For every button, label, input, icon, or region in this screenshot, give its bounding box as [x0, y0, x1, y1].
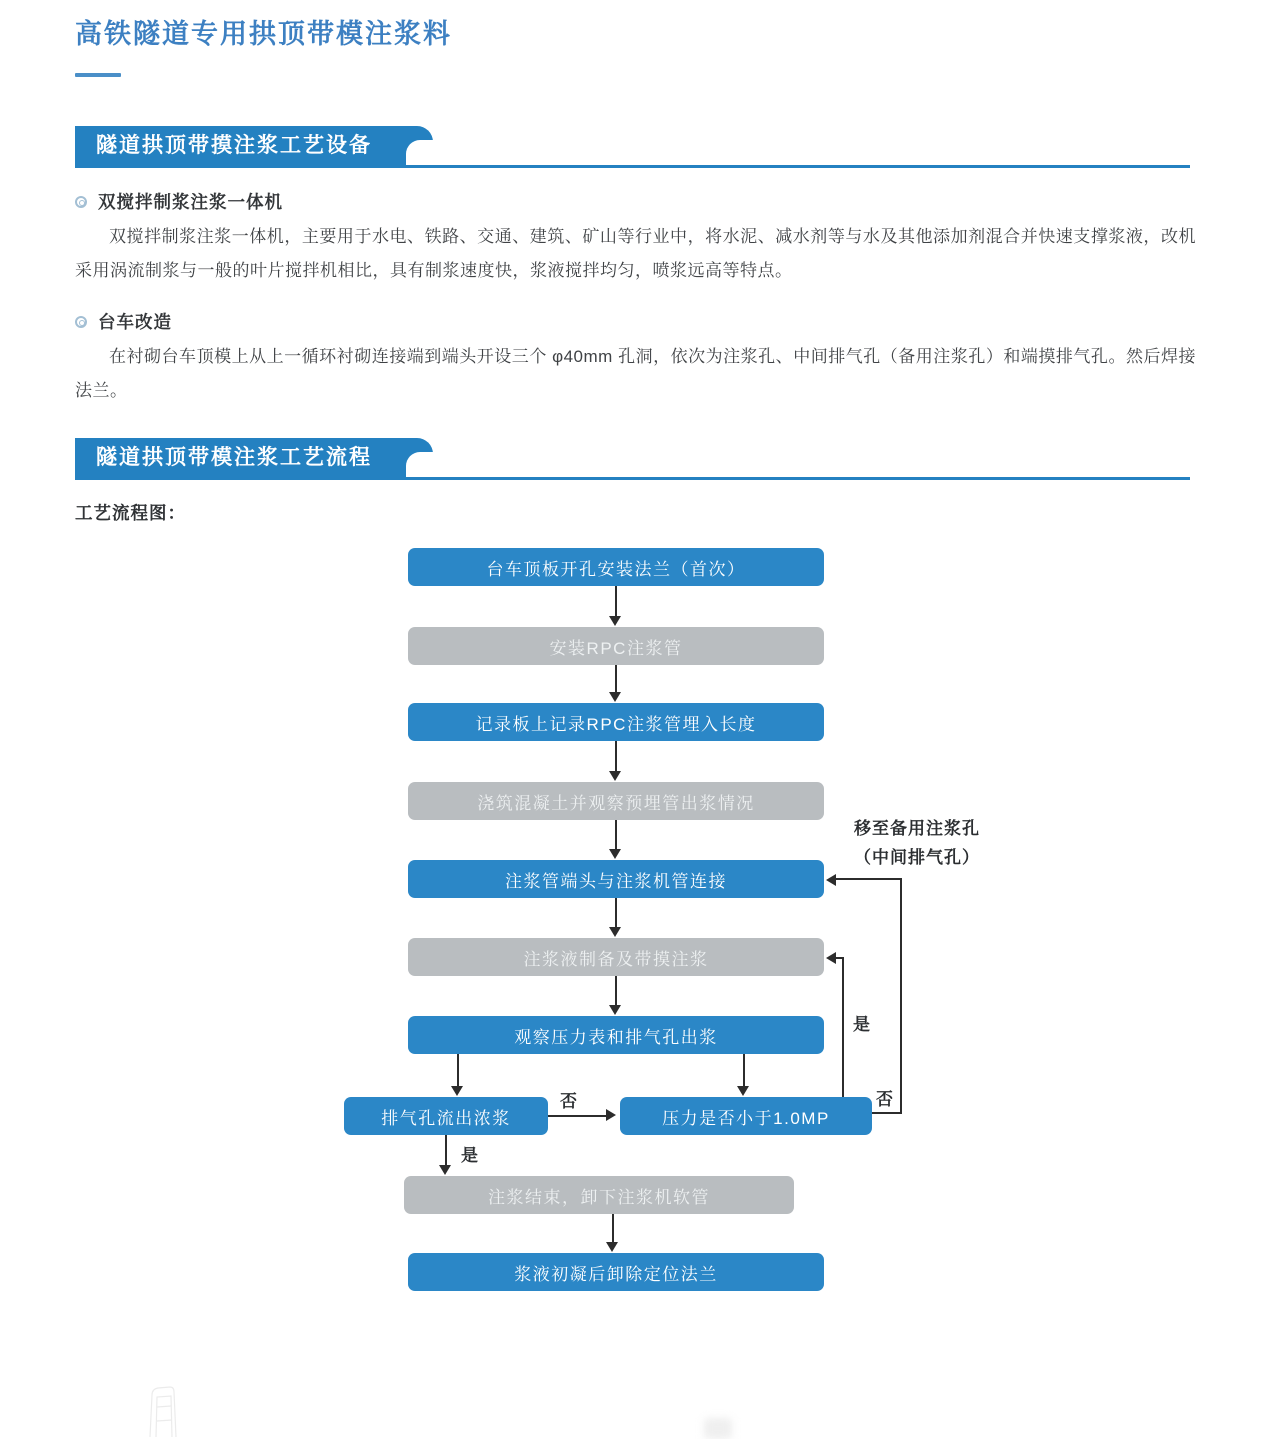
flow-node-record-length: 记录板上记录RPC注浆管埋入长度	[408, 703, 824, 741]
paragraph-mixer: 双搅拌制浆注浆一体机，主要用于水电、铁路、交通、建筑、矿山等行业中，将水泥、减水剂等与水及其他添加剂混合并快速支撑浆液，改机采用涡流制浆与一般的叶片搅拌机相比，具有制浆速度快，浆液搅拌均匀，喷浆远高等特点。	[75, 227, 1196, 280]
arrow-down-icon	[609, 771, 621, 781]
connector-line	[457, 1054, 459, 1086]
arrow-down-icon	[609, 692, 621, 702]
connector-line	[872, 1112, 902, 1114]
banner-notch	[406, 140, 433, 165]
flow-node-drill-install-flange: 台车顶板开孔安装法兰（首次）	[408, 548, 824, 586]
section-banner-tab	[75, 126, 433, 168]
footer-smudge	[704, 1418, 732, 1439]
arrow-left-icon	[826, 952, 836, 964]
connector-line	[615, 898, 617, 927]
connector-line	[842, 957, 844, 1097]
paragraph-trolley: 在衬砌台车顶模上从上一循环衬砌连接端到端头开设三个 φ40mm 孔洞，依次为注浆孔、中间排气孔（备用注浆孔）和端摸排气孔。然后焊接法兰。	[75, 347, 1196, 400]
connector-line	[615, 586, 617, 616]
connector-line	[743, 1054, 745, 1086]
arrow-down-icon	[606, 1242, 618, 1252]
arrow-down-icon	[609, 927, 621, 937]
feedback-annotation	[842, 814, 992, 872]
connector-line	[615, 820, 617, 849]
arrow-left-icon	[826, 874, 836, 886]
bullet-heading-trolley	[75, 309, 1196, 334]
flow-node-prepare-grout: 注浆液制备及带摸注浆	[408, 938, 824, 976]
arrow-down-icon	[609, 616, 621, 626]
flow-node-connect-pipe: 注浆管端头与注浆机管连接	[408, 860, 824, 898]
bullet-heading-label: 双搅拌制浆注浆一体机	[98, 192, 283, 212]
process-flowchart	[0, 540, 1280, 1340]
banner-notch	[406, 452, 433, 477]
building-watermark-icon	[140, 1383, 188, 1439]
edge-label-no: 否	[560, 1092, 577, 1111]
flow-node-pressure-check: 压力是否小于1.0MP	[620, 1097, 872, 1135]
flow-node-install-rpc-pipe: 安装RPC注浆管	[408, 627, 824, 665]
annotation-line-2: （中间排气孔）	[854, 848, 980, 867]
edge-label-yes: 是	[853, 1015, 870, 1034]
arrow-down-icon	[609, 849, 621, 859]
flow-node-vent-thick-grout: 排气孔流出浓浆	[344, 1097, 548, 1135]
section-banner-label: 隧道拱顶带摸注浆工艺设备	[96, 134, 372, 157]
edge-label-no: 否	[876, 1090, 893, 1109]
double-circle-bullet-icon	[75, 196, 87, 208]
bullet-heading-label: 台车改造	[98, 312, 172, 332]
flowchart-heading: 工艺流程图：	[75, 503, 186, 523]
flow-node-grouting-end: 注浆结束，卸下注浆机软管	[404, 1176, 794, 1214]
section-banner-equipment	[75, 126, 1196, 168]
flow-node-observe-pressure: 观察压力表和排气孔出浆	[408, 1016, 824, 1054]
bullet-heading-mixer	[75, 189, 1196, 214]
double-circle-bullet-icon	[75, 316, 87, 328]
edge-label-yes: 是	[461, 1146, 478, 1165]
connector-line	[836, 878, 902, 880]
flow-node-remove-flange: 浆液初凝后卸除定位法兰	[408, 1253, 824, 1291]
connector-line	[612, 1214, 614, 1242]
annotation-line-1: 移至备用注浆孔	[854, 819, 980, 838]
connector-line	[615, 976, 617, 1005]
connector-line	[900, 878, 902, 1114]
section-banner-tab	[75, 438, 433, 480]
section-banner-process	[75, 438, 1196, 480]
arrow-down-icon	[737, 1086, 749, 1096]
arrow-right-icon	[606, 1109, 616, 1121]
arrow-down-icon	[609, 1005, 621, 1015]
page-title: 高铁隧道专用拱顶带模注浆料	[75, 19, 452, 49]
connector-line	[445, 1135, 447, 1165]
connector-line	[615, 741, 617, 771]
connector-line	[615, 665, 617, 692]
section-banner-label: 隧道拱顶带模注浆工艺流程	[96, 446, 372, 469]
connector-line	[548, 1115, 606, 1117]
title-underline	[75, 73, 121, 77]
arrow-down-icon	[451, 1086, 463, 1096]
flow-node-pour-concrete: 浇筑混凝土并观察预埋管出浆情况	[408, 782, 824, 820]
arrow-down-icon	[439, 1165, 451, 1175]
